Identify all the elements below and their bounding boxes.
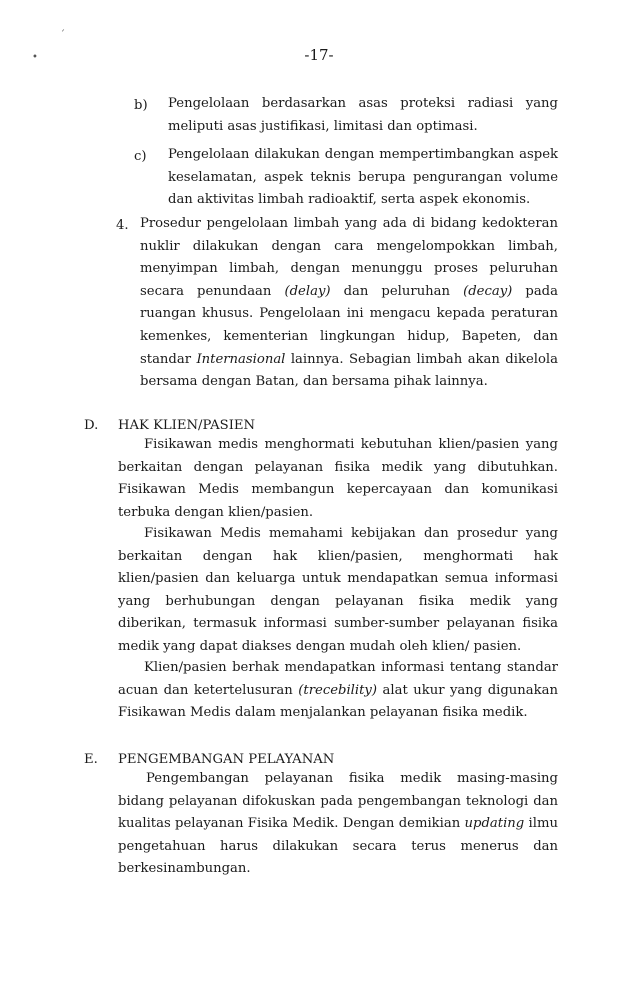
list-label-4: 4. <box>116 218 129 233</box>
list-item-4-text: Prosedur pengelolaan limbah yang ada di bidang kedokteran nuklir dilakukan dengan cara mengelompokkan limbah, menyimpan limbah, dengan menunggu proses peluruhan secara penundaan (delay) dan peluruhan (decay) pada ruangan khusus. Pengelolaan ini mengacu kepada peraturan kemenkes, kementerian lingkungan hidup, Bapeten, dan standar Internasional lainnya. Sebagian limbah akan dikelola bersama dengan Batan, dan bersama pihak lainnya. <box>140 216 558 390</box>
list-label-c: c) <box>134 149 147 164</box>
section-d-label: D. <box>84 418 99 433</box>
section-e-label: E. <box>84 752 98 767</box>
section-d-paragraph-1: Fisikawan medis menghormati kebutuhan klien/pasien yang berkaitan dengan pelayanan fisika medik yang dibutuhkan. Fisikawan Medis membangun kepercayaan dan komunikasi terbuka dengan klien/pasien. <box>118 437 558 520</box>
list-label-b: b) <box>134 98 148 113</box>
scan-mark: ´ <box>60 30 65 41</box>
page-number: -17- <box>304 46 334 64</box>
section-d-paragraph-2: Fisikawan Medis memahami kebijakan dan prosedur yang berkaitan dengan hak klien/pasien, menghormati hak klien/pasien dan keluarga untuk mendapatkan semua informasi yang berhubungan dengan pelayanan fisika medik yang diberikan, termasuk informasi sumber-sumber pelayanan fisika medik yang dapat diakses dengan mudah oleh klien/ pasien. <box>118 526 558 654</box>
list-item-c-text: Pengelolaan dilakukan dengan mempertimbangkan aspek keselamatan, aspek teknis berupa pengurangan volume dan aktivitas limbah radioaktif, serta aspek ekonomis. <box>168 147 558 208</box>
section-d-title: HAK KLIEN/PASIEN <box>118 418 256 433</box>
section-e-title: PENGEMBANGAN PELAYANAN <box>118 752 335 767</box>
scan-mark: • <box>32 52 38 63</box>
section-d-paragraph-3: Klien/pasien berhak mendapatkan informasi tentang standar acuan dan ketertelusuran (trecebility) alat ukur yang digunakan Fisikawan Medis dalam menjalankan pelayanan fisika medik. <box>118 660 558 721</box>
list-item-b-text: Pengelolaan berdasarkan asas proteksi radiasi yang meliputi asas justifikasi, limitasi dan optimasi. <box>168 96 558 134</box>
section-e-paragraph-1: Pengembangan pelayanan fisika medik masing-masing bidang pelayanan difokuskan pada pengembangan teknologi dan kualitas pelayanan Fisika Medik. Dengan demikian updating ilmu pengetahuan harus dilakukan secara terus menerus dan berkesinambungan. <box>118 771 558 877</box>
